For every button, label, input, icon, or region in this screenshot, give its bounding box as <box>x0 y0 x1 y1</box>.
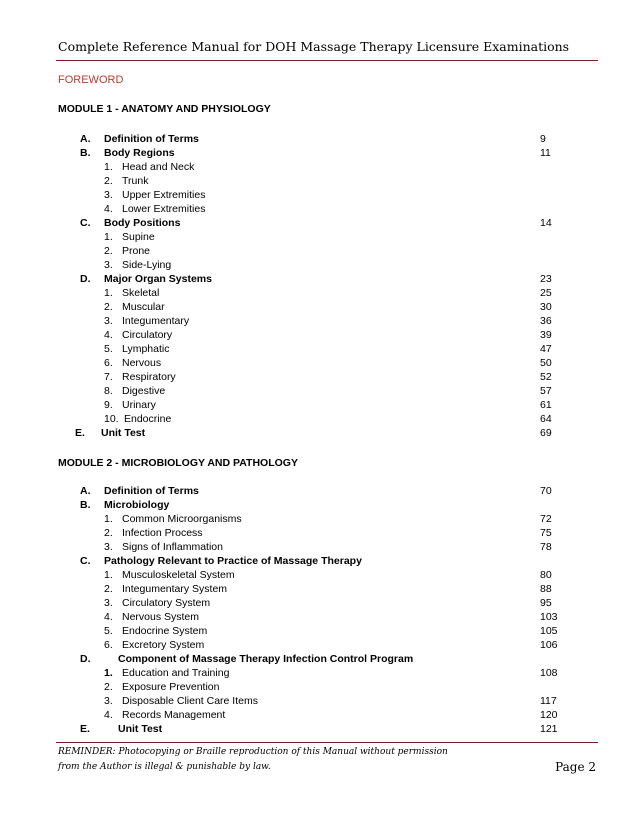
header-rule <box>56 60 598 61</box>
toc-entry-title: Common Microorganisms <box>122 513 242 525</box>
toc-entry-number: 1. <box>104 287 113 299</box>
toc-entry-title: Trunk <box>122 175 149 187</box>
toc-entry-page: 69 <box>540 427 552 439</box>
toc-entry-number: 2. <box>104 175 113 187</box>
toc-entry-page: 57 <box>540 385 552 397</box>
toc-entry-title: Integumentary <box>122 315 190 327</box>
toc-entry-title: Endocrine <box>124 413 172 425</box>
toc-entry <box>0 328 638 342</box>
toc-entry <box>0 680 638 694</box>
toc-entry-number: 1. <box>104 161 113 173</box>
toc-entry <box>0 230 638 244</box>
toc-entry-title: Lower Extremities <box>122 203 206 215</box>
toc-entry-page: 61 <box>540 399 552 411</box>
toc-entry-title: Circulatory <box>122 329 173 341</box>
toc-entry-title: Excretory System <box>122 639 205 651</box>
toc-entry-title: Definition of Terms <box>104 133 199 145</box>
module-2-title: MODULE 2 - MICROBIOLOGY AND PATHOLOGY <box>58 457 298 469</box>
toc-entry <box>0 526 638 540</box>
toc-entry-number: 3. <box>104 541 113 553</box>
toc-entry-title: Integumentary System <box>122 583 228 595</box>
toc-entry-page: 106 <box>540 639 558 651</box>
toc-entry <box>0 484 638 498</box>
toc-entry-page: 14 <box>540 217 552 229</box>
toc-entry-title: Signs of Inflammation <box>122 541 223 553</box>
toc-entry-page: 72 <box>540 513 552 525</box>
toc-entry-page: 121 <box>540 723 558 735</box>
toc-entry-page: 103 <box>540 611 558 623</box>
toc-entry-title: Component of Massage Therapy Infection Control Program <box>118 653 414 665</box>
toc-entry <box>0 512 638 526</box>
toc-entry <box>0 582 638 596</box>
toc-entry-page: 75 <box>540 527 552 539</box>
toc-entry <box>0 708 638 722</box>
toc-entry-page: 52 <box>540 371 552 383</box>
toc-entry-letter: E. <box>80 723 90 735</box>
toc-entry-number: 5. <box>104 625 113 637</box>
toc-entry-title: Nervous System <box>122 611 200 623</box>
toc-entry-number: 3. <box>104 189 113 201</box>
toc-entry-number: 2. <box>104 583 113 595</box>
toc-entry <box>0 174 638 188</box>
toc-entry-page: 80 <box>540 569 552 581</box>
toc-entry-page: 39 <box>540 329 552 341</box>
toc-entry-letter: C. <box>80 555 91 567</box>
foreword-heading: FOREWORD <box>58 74 124 86</box>
toc-entry <box>0 384 638 398</box>
toc-entry-number: 2. <box>104 681 113 693</box>
toc-entry-page: 88 <box>540 583 552 595</box>
toc-entry <box>0 540 638 554</box>
toc-entry-letter: B. <box>80 147 91 159</box>
toc-entry <box>0 638 638 652</box>
toc-entry-page: 9 <box>540 133 546 145</box>
toc-entry-title: Major Organ Systems <box>104 273 212 285</box>
toc-entry-page: 36 <box>540 315 552 327</box>
toc-entry <box>0 596 638 610</box>
toc-entry-page: 11 <box>540 147 551 159</box>
toc-entry-page: 23 <box>540 273 552 285</box>
toc-entry-number: 2. <box>104 301 113 313</box>
running-header: Complete Reference Manual for DOH Massage Therapy Licensure Examinations <box>58 39 570 54</box>
toc-entry-title: Circulatory System <box>122 597 211 609</box>
toc-entry <box>0 722 638 736</box>
toc-entry <box>0 244 638 258</box>
toc-entry <box>0 258 638 272</box>
toc-entry-title: Head and Neck <box>122 161 195 173</box>
toc-entry-title: Endocrine System <box>122 625 208 637</box>
toc-entry-number: 1. <box>104 667 113 679</box>
toc-entry-number: 3. <box>104 315 113 327</box>
toc-entry-page: 78 <box>540 541 552 553</box>
toc-entry <box>0 272 638 286</box>
toc-entry <box>0 694 638 708</box>
toc-entry <box>0 286 638 300</box>
toc-entry <box>0 610 638 624</box>
toc-entry-title: Unit Test <box>101 427 146 439</box>
toc-entry-page: 108 <box>540 667 558 679</box>
toc-entry-page: 105 <box>540 625 558 637</box>
toc-entry-letter: D. <box>80 273 91 285</box>
toc-entry-title: Microbiology <box>104 499 170 511</box>
toc-entry <box>0 202 638 216</box>
toc-entry-number: 5. <box>104 343 113 355</box>
toc-entry-number: 4. <box>104 611 113 623</box>
toc-entry-letter: A. <box>80 133 91 145</box>
toc-entry-number: 6. <box>104 639 113 651</box>
toc-entry-letter: C. <box>80 217 91 229</box>
page-number: Page 2 <box>555 760 596 774</box>
toc-entry-number: 2. <box>104 527 113 539</box>
toc-entry-title: Unit Test <box>118 723 163 735</box>
toc-entry-letter: A. <box>80 485 91 497</box>
module-1-title: MODULE 1 - ANATOMY AND PHYSIOLOGY <box>58 103 271 115</box>
toc-entry-title: Digestive <box>122 385 166 397</box>
toc-entry-number: 8. <box>104 385 113 397</box>
toc-entry-page: 95 <box>540 597 552 609</box>
toc-entry <box>0 412 638 426</box>
toc-entry <box>0 398 638 412</box>
toc-entry-title: Skeletal <box>122 287 160 299</box>
toc-entry-title: Infection Process <box>122 527 203 539</box>
toc-entry-title: Records Management <box>122 709 226 721</box>
toc-entry <box>0 666 638 680</box>
toc-entry-number: 3. <box>104 259 113 271</box>
toc-entry-page: 50 <box>540 357 552 369</box>
toc-entry-page: 47 <box>540 343 552 355</box>
toc-entry-title: Upper Extremities <box>122 189 206 201</box>
toc-entry <box>0 624 638 638</box>
toc-entry <box>0 342 638 356</box>
toc-entry <box>0 370 638 384</box>
toc-entry <box>0 554 638 568</box>
toc-entry-number: 1. <box>104 513 113 525</box>
toc-entry-title: Muscular <box>122 301 165 313</box>
toc-entry <box>0 300 638 314</box>
toc-entry <box>0 160 638 174</box>
toc-entry-title: Supine <box>122 231 155 243</box>
toc-entry <box>0 188 638 202</box>
toc-entry-number: 6. <box>104 357 113 369</box>
toc-entry-title: Exposure Prevention <box>122 681 220 693</box>
footer-reminder-line-2: from the Author is illegal & punishable by law. <box>58 762 271 772</box>
toc-entry-number: 4. <box>104 709 113 721</box>
toc-entry-number: 1. <box>104 231 113 243</box>
toc-entry-page: 70 <box>540 485 552 497</box>
toc-entry <box>0 356 638 370</box>
toc-entry-title: Pathology Relevant to Practice of Massage Therapy <box>104 555 362 567</box>
toc-entry-title: Nervous <box>122 357 162 369</box>
toc-entry-title: Body Regions <box>104 147 175 159</box>
toc-entry-title: Musculoskeletal System <box>122 569 235 581</box>
toc-entry-title: Lymphatic <box>122 343 170 355</box>
toc-entry-number: 4. <box>104 329 113 341</box>
toc-entry-title: Disposable Client Care Items <box>122 695 258 707</box>
toc-entry-page: 30 <box>540 301 552 313</box>
toc-entry <box>0 498 638 512</box>
toc-entry-number: 10. <box>104 413 119 425</box>
toc-entry-title: Body Positions <box>104 217 181 229</box>
toc-entry-title: Education and Training <box>122 667 230 679</box>
footer-reminder-line-1: REMINDER: Photocopying or Braille reproduction of this Manual without permission <box>58 747 448 757</box>
toc-entry <box>0 146 638 160</box>
toc-entry-letter: B. <box>80 499 91 511</box>
toc-entry-number: 1. <box>104 569 113 581</box>
footer-rule <box>56 742 598 743</box>
toc-entry-number: 2. <box>104 245 113 257</box>
toc-entry <box>0 652 638 666</box>
toc-entry-page: 120 <box>540 709 558 721</box>
toc-entry <box>0 216 638 230</box>
toc-entry-number: 7. <box>104 371 113 383</box>
toc-entry-page: 64 <box>540 413 552 425</box>
toc-entry-letter: D. <box>80 653 91 665</box>
toc-entry-title: Definition of Terms <box>104 485 199 497</box>
toc-entry-number: 4. <box>104 203 113 215</box>
toc-entry-number: 3. <box>104 695 113 707</box>
toc-entry-title: Respiratory <box>122 371 176 383</box>
toc-entry-page: 117 <box>540 695 557 707</box>
toc-entry-number: 3. <box>104 597 113 609</box>
toc-entry-number: 9. <box>104 399 113 411</box>
toc-entry-title: Prone <box>122 245 151 257</box>
toc-entry <box>0 314 638 328</box>
toc-entry <box>0 426 638 440</box>
toc-entry-page: 25 <box>540 287 552 299</box>
toc-entry-title: Urinary <box>122 399 156 411</box>
toc-entry-letter: E. <box>75 427 85 439</box>
toc-entry-title: Side-Lying <box>122 259 172 271</box>
toc-entry <box>0 132 638 146</box>
toc-entry <box>0 568 638 582</box>
